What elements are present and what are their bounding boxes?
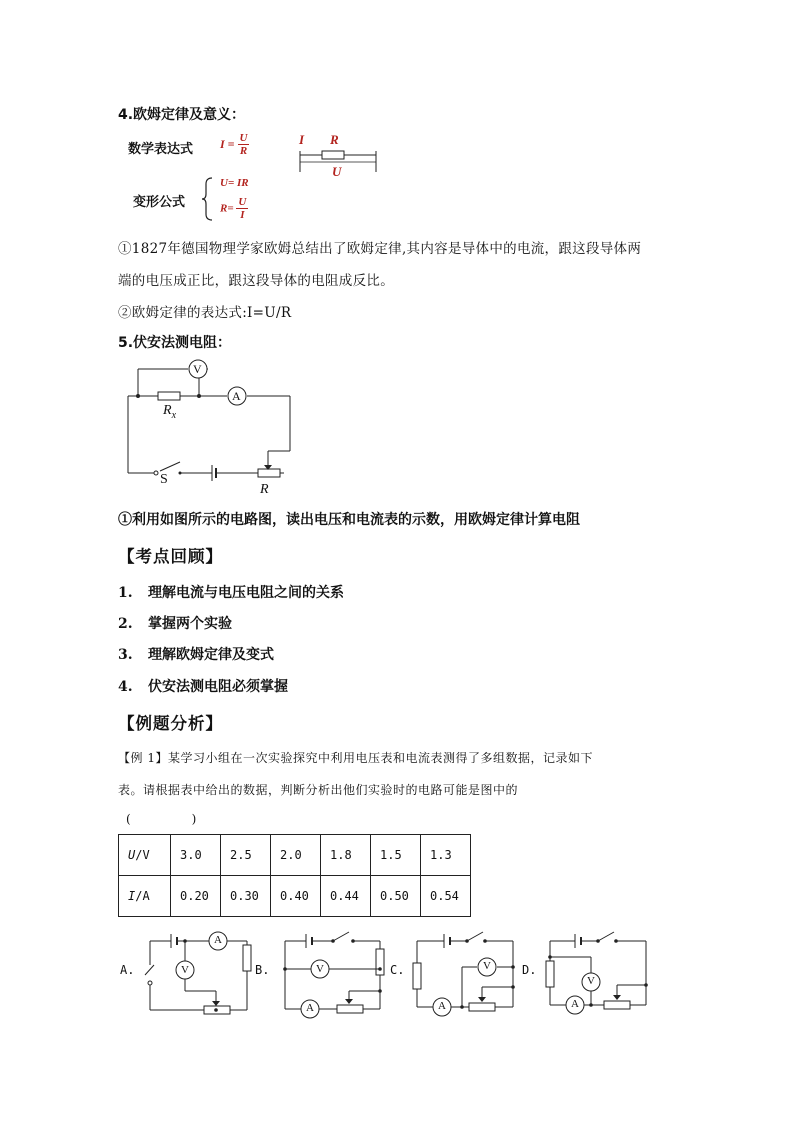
ohm-formula bbox=[220, 132, 249, 157]
voltmeter-label: V bbox=[193, 362, 202, 376]
ohm-law-paragraph-line-2: 端的电压成正比，跟这段导体的电阻成反比。 bbox=[118, 273, 394, 289]
diagram-label-u: U bbox=[332, 164, 342, 179]
current-unit: /A bbox=[135, 889, 150, 903]
review-item-3 bbox=[118, 644, 274, 664]
formula-denominator: R bbox=[239, 145, 248, 157]
choice-a[interactable]: A. bbox=[120, 963, 135, 977]
variant2-fraction bbox=[236, 196, 248, 221]
review-item-3-text: 理解欧姆定律及变式 bbox=[148, 647, 274, 663]
table-cell: 0.30 bbox=[221, 876, 271, 917]
answer-blank[interactable]: ( ) bbox=[126, 812, 197, 826]
left-brace bbox=[200, 176, 214, 222]
voltage-symbol: U bbox=[128, 848, 136, 862]
rx-label-main: R bbox=[163, 403, 172, 418]
circuit-option-d bbox=[538, 925, 658, 1020]
table-cell: 1.5 bbox=[371, 835, 421, 876]
option-b-ammeter-label: A bbox=[306, 1002, 314, 1014]
examples-title: 【例题分析】 bbox=[118, 714, 223, 733]
review-item-4-text: 伏安法测电阻必须掌握 bbox=[148, 679, 288, 695]
formula-numerator: U bbox=[239, 132, 248, 144]
review-item-1-text: 理解电流与电压电阻之间的关系 bbox=[148, 585, 344, 601]
table-cell: 0.40 bbox=[271, 876, 321, 917]
review-item-2 bbox=[118, 613, 232, 633]
data-table bbox=[118, 834, 471, 917]
table-cell: 2.5 bbox=[221, 835, 271, 876]
variant-formula-2 bbox=[220, 196, 248, 221]
voltage-unit: /V bbox=[135, 848, 150, 862]
switch-label: S bbox=[160, 472, 168, 487]
review-item-4 bbox=[118, 676, 288, 696]
formula-fraction bbox=[238, 132, 250, 157]
rheostat-label: R bbox=[260, 482, 269, 497]
option-c-voltmeter-label: V bbox=[483, 960, 491, 972]
formula-i: I = bbox=[220, 137, 235, 151]
diagram-label-i: I bbox=[299, 132, 305, 147]
example-1-line-2: 表。请根据表中给出的数据，判断分析出他们实验时的电路可能是图中的 bbox=[118, 783, 519, 797]
variant2-lhs: R= bbox=[220, 202, 234, 215]
variant2-numerator: U bbox=[238, 196, 247, 208]
table-cell: 0.44 bbox=[321, 876, 371, 917]
table-cell: 0.54 bbox=[421, 876, 471, 917]
ohm-law-paragraph-line-1: ①1827年德国物理学家欧姆总结出了欧姆定律,其内容是导体中的电流，跟这段导体两 bbox=[118, 241, 642, 257]
section-5-title: 5.伏安法测电阻： bbox=[118, 335, 232, 351]
option-d-ammeter-label: A bbox=[571, 998, 579, 1010]
rx-label bbox=[163, 403, 176, 421]
voltammetry-paragraph: ①利用如图所示的电路图，读出电压和电流表的示数，用欧姆定律计算电阻 bbox=[118, 512, 580, 528]
voltammetry-circuit-diagram bbox=[118, 355, 318, 500]
ammeter-label: A bbox=[232, 389, 241, 403]
review-item-4-num: 4. bbox=[118, 679, 133, 695]
example-1-line-1: 【例 1】某学习小组在一次实验探究中利用电压表和电流表测得了多组数据，记录如下 bbox=[118, 751, 593, 765]
choice-d[interactable]: D. bbox=[522, 963, 537, 977]
option-a-voltmeter-label: V bbox=[181, 964, 189, 976]
table-cell: 0.20 bbox=[171, 876, 221, 917]
circuit-option-c bbox=[405, 925, 525, 1020]
choice-c[interactable]: C. bbox=[390, 963, 405, 977]
option-c-ammeter-label: A bbox=[438, 1000, 446, 1012]
table-cell: 2.0 bbox=[271, 835, 321, 876]
table-cell: 1.3 bbox=[421, 835, 471, 876]
review-item-2-text: 掌握两个实验 bbox=[148, 616, 232, 632]
option-a-ammeter-label: A bbox=[214, 934, 222, 946]
table-cell: 0.50 bbox=[371, 876, 421, 917]
rx-label-sub: x bbox=[171, 409, 177, 421]
review-item-2-num: 2. bbox=[118, 616, 133, 632]
variant-formula-1: U= IR bbox=[220, 177, 249, 189]
option-d-voltmeter-label: V bbox=[587, 975, 595, 987]
review-item-3-num: 3. bbox=[118, 647, 133, 663]
math-expression-label: 数学表达式 bbox=[128, 142, 194, 157]
diagram-label-r: R bbox=[330, 132, 339, 147]
table-cell: 1.8 bbox=[321, 835, 371, 876]
choice-b[interactable]: B. bbox=[255, 963, 270, 977]
review-item-1-num: 1. bbox=[118, 585, 133, 601]
review-item-1 bbox=[118, 582, 344, 602]
current-symbol: I bbox=[128, 889, 136, 903]
table-cell: 3.0 bbox=[171, 835, 221, 876]
circuit-option-b bbox=[275, 925, 395, 1025]
ohm-law-expression: ②欧姆定律的表达式:I=U/R bbox=[118, 305, 292, 321]
review-title: 【考点回顾】 bbox=[118, 547, 223, 566]
table-row bbox=[119, 876, 471, 917]
resistor-symbol bbox=[322, 151, 344, 159]
variant2-denominator: I bbox=[240, 209, 245, 221]
option-b-voltmeter-label: V bbox=[316, 963, 324, 975]
circuit-option-a bbox=[140, 925, 260, 1020]
table-header-current bbox=[119, 876, 171, 917]
variant-formula-label: 变形公式 bbox=[133, 195, 186, 210]
table-header-voltage bbox=[119, 835, 171, 876]
section-4-title: 4.欧姆定律及意义： bbox=[118, 107, 246, 123]
table-row bbox=[119, 835, 471, 876]
